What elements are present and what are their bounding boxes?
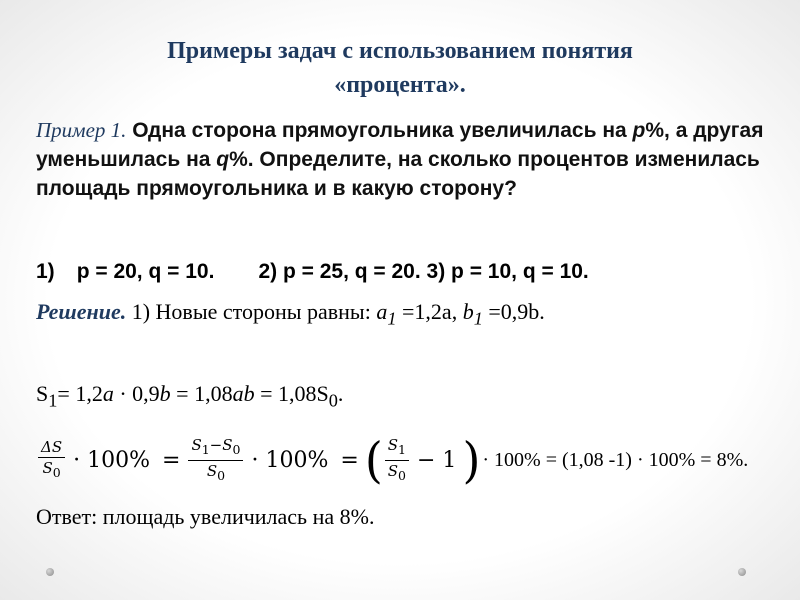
problem-statement [36,116,766,203]
solution-label: Решение. [36,299,127,324]
a1-subscript: 1 [387,308,397,329]
formula-tail: · 100% = (1,08 -1) · 100% = 8%. [482,448,749,471]
case-1-values: p = 20, q = 10. [76,260,215,283]
f1-numerator: ΔS [41,438,63,456]
answer-line: Ответ: площадь увеличилась на 8%. [36,504,375,529]
f2-num-minus: −S [209,435,233,454]
case-2-3-values: 2) p = 25, q = 20. 3) p = 10, q = 10. [258,260,589,283]
problem-text-a: Одна сторона прямоугольника увеличилась на [126,119,633,142]
f3-num-sub: 1 [398,441,406,457]
f1-denominator: S [42,459,53,477]
fraction-s1-over-s0 [385,436,409,485]
s1-ab: ab [232,381,255,406]
case-1-number: 1) [36,260,55,283]
right-paren: ) [462,431,481,489]
f2-num-sub2: 0 [232,441,241,457]
f3-numerator: S [387,435,399,454]
equals-a: = [162,447,181,473]
f2-num-sub1: 1 [201,441,210,457]
f3-den-sub: 0 [398,467,406,483]
a1-value: =1,2a, [396,299,463,324]
s1-eq2: = 1,08 [170,381,233,406]
s1-mid: · 0,9 [113,381,160,406]
example-label: Пример 1. [36,118,127,142]
f2-denominator: S [206,461,218,480]
minus-one: − 1 [417,447,457,473]
fraction-delta-s [38,438,65,482]
s0-subscript: 0 [328,390,338,411]
cases-line [36,258,776,286]
f2-num-s: S [191,435,202,454]
corner-dot-right [738,568,746,576]
s1-end: . [337,381,344,406]
corner-dot-left [46,568,54,576]
slide-title [60,34,740,102]
s1-subscript: 1 [48,390,58,411]
f3-denominator: S [387,461,399,480]
left-paren: ( [364,431,383,489]
s1-a: a [102,381,114,406]
s1-b: b [159,381,171,406]
s1-symbol: S [36,381,49,406]
var-a1: a [376,299,388,324]
problem-text-c: %. Определите, на сколько процентов изменилась площадь прямоугольника и в какую сторону? [36,148,760,200]
s1-tail: = 1,08S [254,381,329,406]
f1-den-sub: 0 [52,465,61,480]
percent-formula [36,432,748,488]
var-p: p [632,119,646,142]
var-q: q [216,148,230,171]
problem-text-b: %, а другая уменьшилась на [36,119,764,171]
f2-den-sub: 0 [217,467,226,483]
s1-eq: = 1,2 [57,381,103,406]
var-b1: b [462,299,474,324]
title-line-1: Примеры задач с использованием понятия [167,38,633,64]
b1-value: =0,9b. [482,299,545,324]
solution-line [36,298,776,332]
area-equation [36,380,343,414]
times-100-b: · 100% [251,447,329,473]
b1-subscript: 1 [473,308,483,329]
equals-b: = [340,447,359,473]
solution-text: 1) Новые стороны равны: [126,299,377,324]
fraction-s1-minus-s0 [188,436,243,485]
title-line-2: «процента». [334,72,466,98]
times-100-a: · 100% [73,447,150,473]
